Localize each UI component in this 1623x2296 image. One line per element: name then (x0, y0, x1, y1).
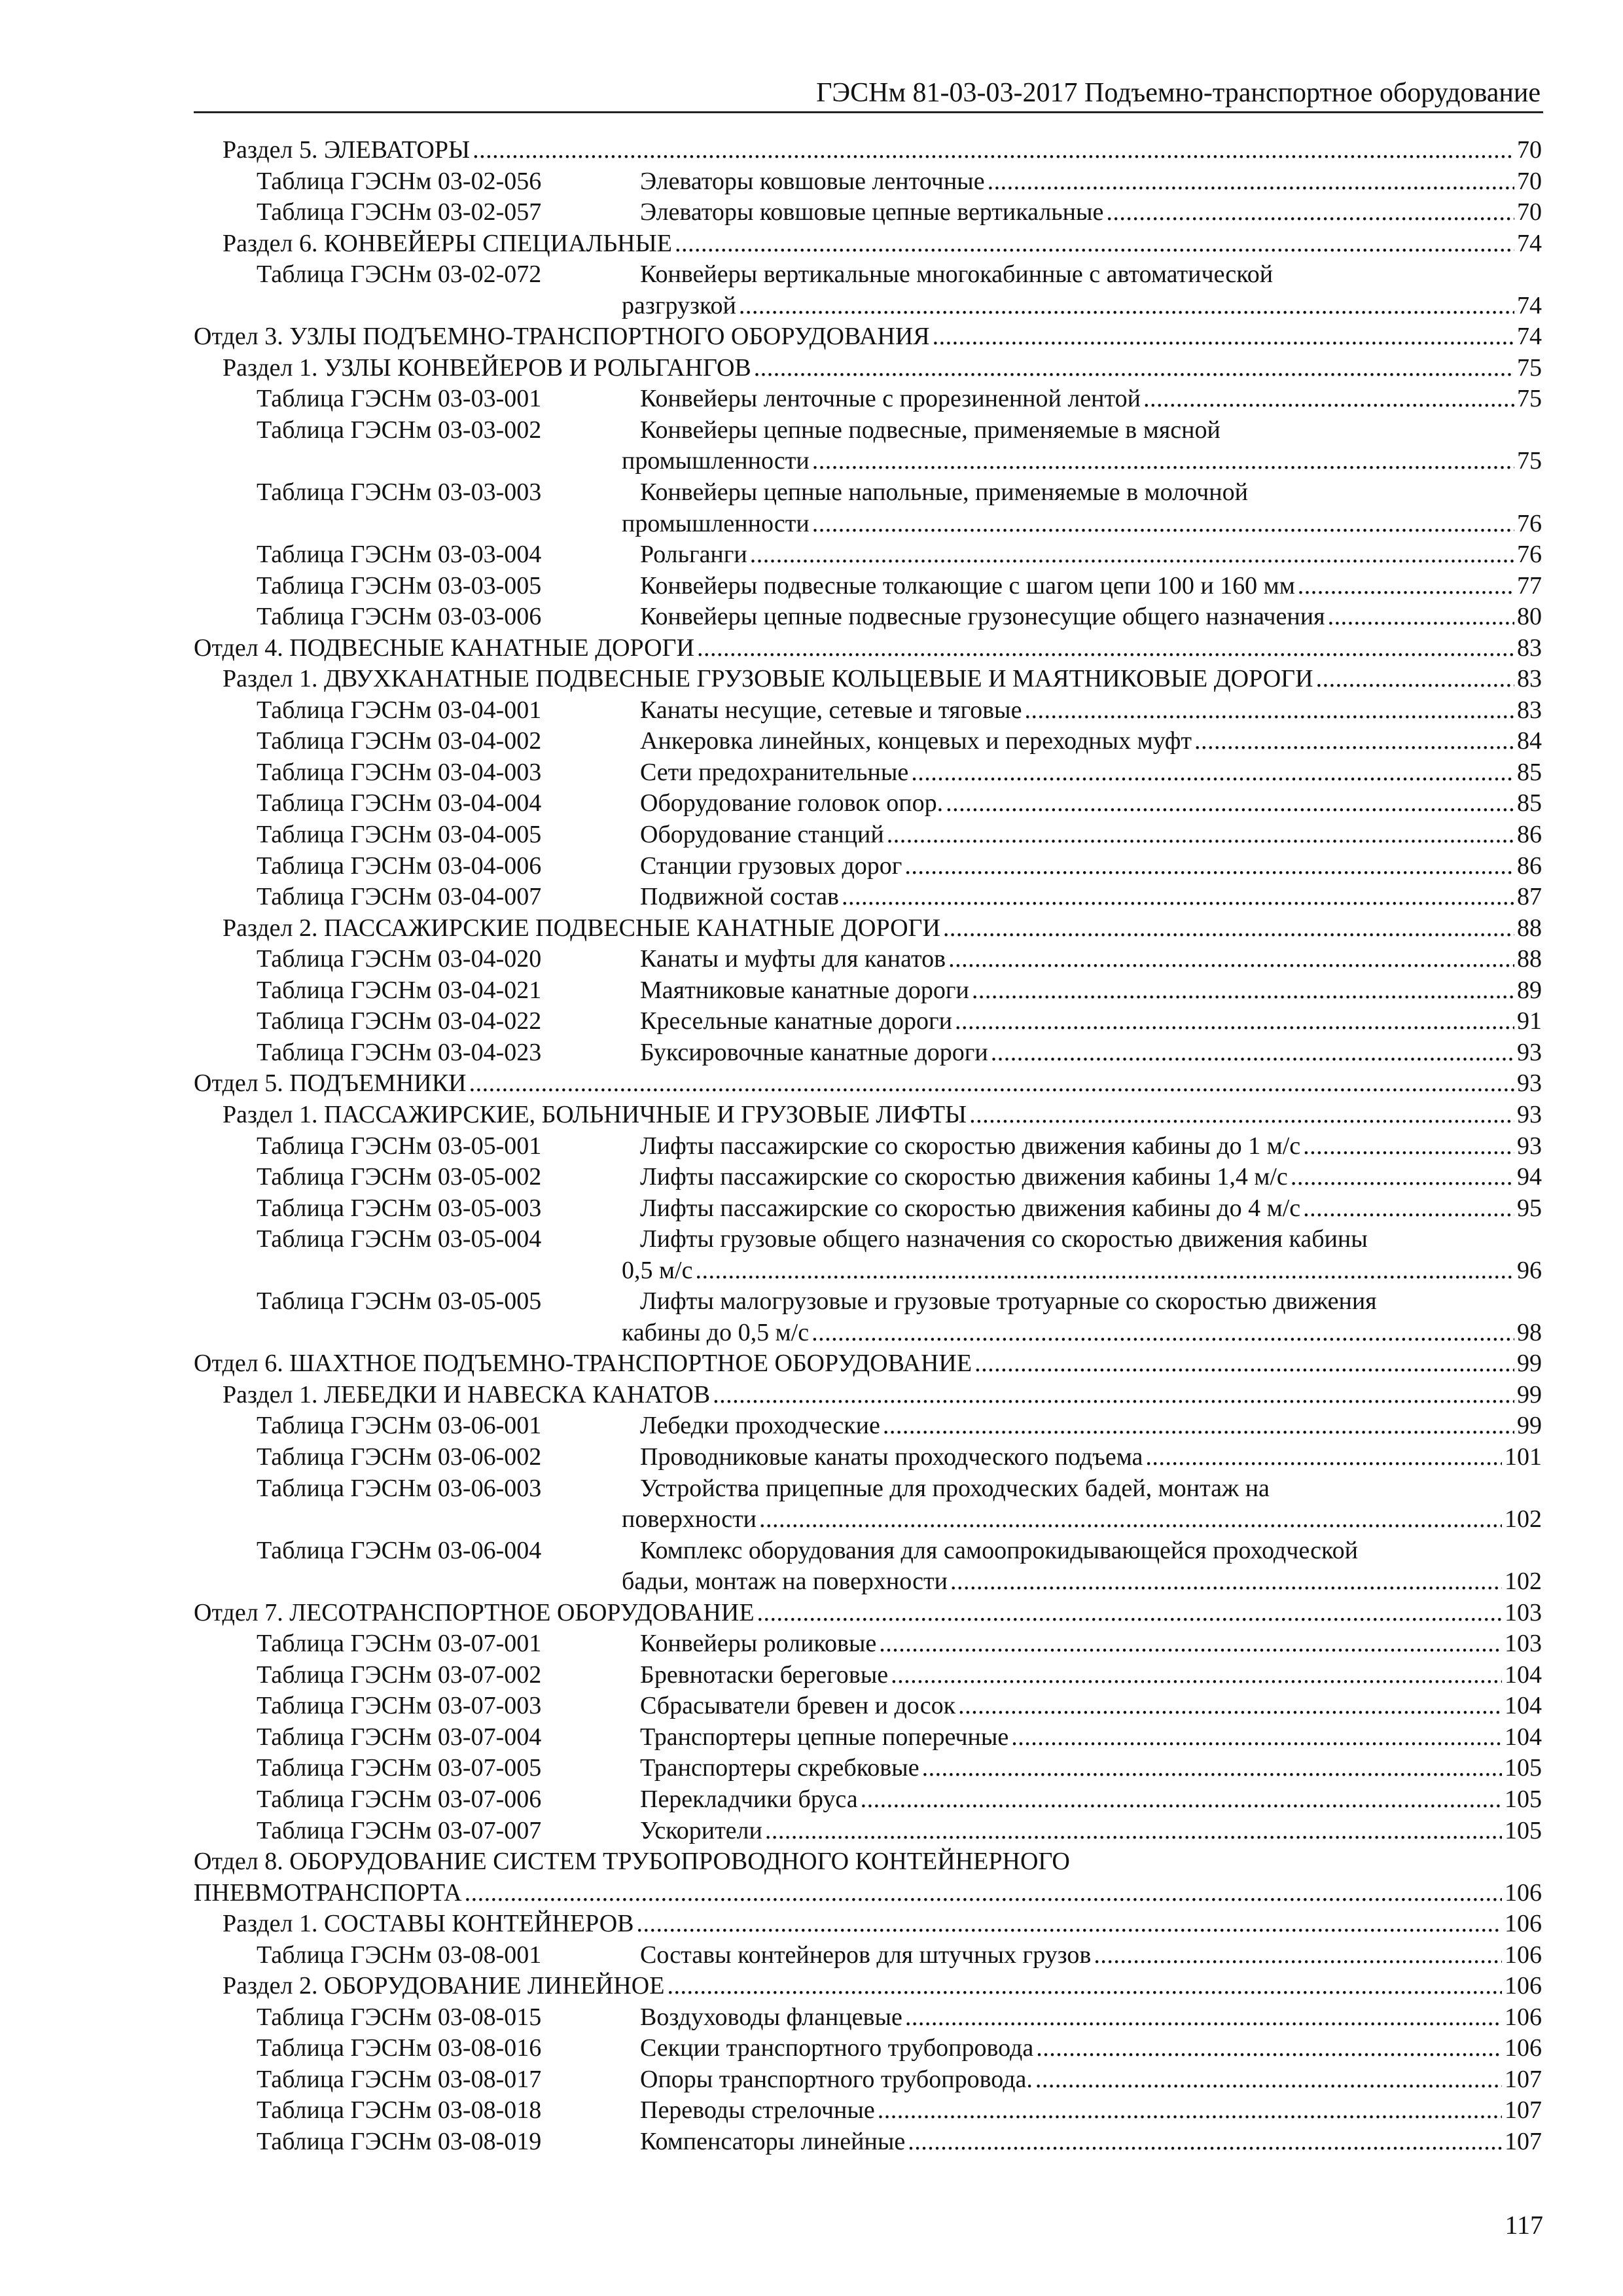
toc-section-entry[interactable] (194, 664, 1542, 695)
toc-table-entry[interactable] (194, 1691, 1542, 1722)
toc-table-entry[interactable] (194, 695, 1542, 726)
toc-entry-title: Конвейеры цепные напольные, применяемые в молочной (640, 478, 1248, 507)
toc-entry-title: Транспортеры цепные поперечные (640, 1723, 1009, 1751)
toc-table-code: Таблица ГЭСНм 03-07-003 (257, 1692, 542, 1720)
toc-entry-title: промышленности (622, 447, 810, 475)
toc-entry-title: Отдел 6. ШАХТНОЕ ПОДЪЕМНО-ТРАНСПОРТНОЕ ОБОРУДОВАНИЕ (194, 1350, 972, 1378)
toc-entry-title: Перекладчики бруса (640, 1785, 858, 1813)
dot-leader (754, 353, 1514, 384)
toc-division-entry[interactable] (194, 1846, 1542, 1909)
toc-table-code: Таблица ГЭСНм 03-02-056 (257, 167, 542, 195)
running-header (194, 71, 1543, 113)
toc-table-code: Таблица ГЭСНм 03-08-019 (257, 2128, 542, 2155)
toc-table-entry[interactable] (194, 2126, 1542, 2158)
toc-table-entry[interactable] (194, 1224, 1542, 1286)
toc-entry-title: ПНЕВМОТРАНСПОРТА (194, 1878, 462, 1907)
dot-leader (469, 1068, 1514, 1100)
toc-table-entry[interactable] (194, 384, 1542, 415)
toc-table-entry[interactable] (194, 601, 1542, 633)
toc-table-entry[interactable] (194, 1442, 1542, 1473)
dot-leader (878, 2095, 1502, 2126)
toc-division-entry[interactable] (194, 321, 1542, 353)
toc-page-number: 99 (1517, 1412, 1542, 1440)
toc-table-entry[interactable] (194, 726, 1542, 757)
toc-table-entry[interactable] (194, 2002, 1542, 2034)
dot-leader (667, 1971, 1502, 2002)
toc-table-code: Таблица ГЭСНм 03-03-003 (257, 478, 542, 507)
toc-page-number: 106 (1505, 2003, 1542, 2031)
toc-page-number: 107 (1505, 2065, 1542, 2093)
dot-leader (842, 882, 1514, 913)
toc-entry-title: Раздел 1. УЗЛЫ КОНВЕЙЕРОВ И РОЛЬГАНГОВ (223, 353, 751, 382)
toc-entry-title: Конвейеры подвесные толкающие с шагом цепи 100 и 160 мм (640, 571, 1295, 600)
dot-leader (1036, 2033, 1502, 2064)
toc-entry-title: кабины до 0,5 м/с (622, 1318, 810, 1346)
toc-entry-title: промышленности (622, 509, 810, 537)
toc-table-code: Таблица ГЭСНм 03-02-057 (257, 198, 542, 226)
dot-leader (974, 1348, 1514, 1380)
toc-entry-title: Конвейеры ленточные с прорезиненной лентой (640, 385, 1141, 413)
toc-section-entry[interactable] (194, 913, 1542, 944)
toc-entry-title: Раздел 5. ЭЛЕВАТОРЫ (223, 136, 471, 164)
toc-page-number: 103 (1505, 1630, 1542, 1658)
dot-leader (1143, 384, 1514, 415)
toc-table-entry[interactable] (194, 757, 1542, 789)
toc-entry-title: Лифты пассажирские со скоростью движения кабины до 4 м/с (640, 1194, 1301, 1222)
toc-table-code: Таблица ГЭСНм 03-07-005 (257, 1754, 542, 1782)
dot-leader (943, 913, 1514, 944)
toc-entry-title: Станции грузовых дорог (640, 852, 902, 880)
toc-table-code: Таблица ГЭСНм 03-05-001 (257, 1132, 542, 1160)
toc-table-code: Таблица ГЭСНм 03-05-004 (257, 1225, 542, 1253)
toc-page-number: 75 (1517, 353, 1542, 382)
toc-table-entry[interactable] (194, 1628, 1542, 1660)
toc-entry-title: Устройства прицепные для проходческих бадей, монтаж на (640, 1474, 1270, 1502)
toc-page-number: 84 (1517, 727, 1542, 755)
toc-table-code: Таблица ГЭСНм 03-06-002 (257, 1443, 542, 1471)
dot-leader (879, 1628, 1502, 1660)
toc-page-number: 106 (1505, 1972, 1542, 2000)
toc-section-entry[interactable] (194, 1100, 1542, 1131)
toc-page-number: 105 (1505, 1816, 1542, 1844)
toc-page-number: 74 (1517, 291, 1542, 319)
toc-entry-title: Конвейеры роликовые (640, 1630, 877, 1658)
toc-page-number: 98 (1517, 1318, 1542, 1346)
dot-leader (988, 166, 1514, 198)
dot-leader (972, 975, 1514, 1007)
dot-leader (695, 1255, 1514, 1287)
toc-entry-title: Составы контейнеров для штучных грузов (640, 1941, 1092, 1969)
toc-page-number: 74 (1517, 229, 1542, 257)
toc-entry-title: Подвижной состав (640, 883, 839, 911)
dot-leader (1303, 1131, 1514, 1162)
toc-table-code: Таблица ГЭСНм 03-04-001 (257, 696, 542, 724)
toc-table-code: Таблица ГЭСНм 03-08-018 (257, 2096, 542, 2125)
toc-table-entry[interactable] (194, 1753, 1542, 1784)
dot-leader (922, 1753, 1502, 1784)
toc-table-entry[interactable] (194, 166, 1542, 198)
toc-page-number: 75 (1517, 385, 1542, 413)
toc-entry-title: Анкеровка линейных, концевых и переходных муфт (640, 727, 1192, 755)
dot-leader (713, 1380, 1514, 1411)
dot-leader (637, 1909, 1502, 1940)
toc-division-entry[interactable] (194, 1068, 1542, 1100)
toc-page-number: 93 (1517, 1100, 1542, 1128)
dot-leader (969, 1100, 1514, 1131)
toc-table-entry[interactable] (194, 819, 1542, 851)
toc-entry-title: Канаты несущие, сетевые и тяговые (640, 696, 1022, 724)
dot-leader (891, 1660, 1502, 1691)
toc-entry-title: Оборудование головок опор. (640, 789, 944, 817)
toc-entry-title: Переводы стрелочные (640, 2096, 875, 2125)
dot-leader (1094, 1940, 1502, 1971)
toc-page-number: 99 (1517, 1350, 1542, 1378)
toc-entry-title: Отдел 4. ПОДВЕСНЫЕ КАНАТНЫЕ ДОРОГИ (194, 634, 694, 662)
toc-page-number: 70 (1517, 198, 1542, 226)
toc-page-number: 106 (1505, 1910, 1542, 1938)
toc-entry-title: Кресельные канатные дороги (640, 1007, 952, 1035)
toc-entry-title: Отдел 3. УЗЛЫ ПОДЪЕМНО-ТРАНСПОРТНОГО ОБОРУДОВАНИЯ (194, 323, 930, 351)
toc-page-number: 83 (1517, 665, 1542, 693)
toc-page-number: 85 (1517, 789, 1542, 817)
dot-leader (812, 446, 1514, 477)
page-number: 117 (1505, 2210, 1543, 2240)
toc-page-number: 106 (1505, 2034, 1542, 2062)
toc-page-number: 88 (1517, 914, 1542, 942)
toc-entry-title: Компенсаторы линейные (640, 2128, 906, 2155)
toc-page-number: 96 (1517, 1256, 1542, 1284)
toc-page-number: 105 (1505, 1754, 1542, 1782)
toc-table-code: Таблица ГЭСНм 03-08-016 (257, 2034, 542, 2062)
toc-table-code: Таблица ГЭСНм 03-06-003 (257, 1474, 542, 1502)
toc-page-number: 107 (1505, 2096, 1542, 2125)
toc-table-entry[interactable] (194, 2033, 1542, 2064)
toc-table-code: Таблица ГЭСНм 03-04-022 (257, 1007, 542, 1035)
toc-page-number: 106 (1505, 1878, 1542, 1907)
toc-table-entry[interactable] (194, 2095, 1542, 2126)
toc-page-number: 76 (1517, 541, 1542, 569)
toc-table-entry[interactable] (194, 259, 1542, 321)
toc-table-entry[interactable] (194, 2064, 1542, 2096)
toc-table-entry[interactable] (194, 415, 1542, 477)
dot-leader (1035, 2064, 1502, 2096)
toc-section-entry[interactable] (194, 1909, 1542, 1940)
toc-entry-title: Секции транспортного трубопровода (640, 2034, 1034, 2062)
toc-page-number: 89 (1517, 976, 1542, 1004)
toc-entry-title: Элеваторы ковшовые ленточные (640, 167, 985, 195)
toc-entry-title: Раздел 6. КОНВЕЙЕРЫ СПЕЦИАЛЬНЫЕ (223, 229, 672, 257)
toc-entry-title: бадьи, монтаж на поверхности (622, 1568, 948, 1596)
toc-entry-title: Отдел 5. ПОДЪЕМНИКИ (194, 1069, 467, 1098)
toc-section-entry[interactable] (194, 228, 1542, 260)
toc-page-number: 70 (1517, 167, 1542, 195)
toc-entry-title: Маятниковые канатные дороги (640, 976, 969, 1004)
toc-table-code: Таблица ГЭСНм 03-07-006 (257, 1785, 542, 1813)
dot-leader (1303, 1193, 1514, 1225)
toc-table-code: Таблица ГЭСНм 03-06-001 (257, 1412, 542, 1440)
toc-entry-title: Бревнотаски береговые (640, 1660, 889, 1689)
toc-page-number: 83 (1517, 634, 1542, 662)
toc-section-entry[interactable] (194, 353, 1542, 384)
toc-table-code: Таблица ГЭСНм 03-08-015 (257, 2003, 542, 2031)
toc-table-entry[interactable] (194, 1037, 1542, 1069)
dot-leader (911, 757, 1514, 789)
toc-table-code: Таблица ГЭСНм 03-08-017 (257, 2065, 542, 2093)
dot-leader (946, 788, 1514, 819)
toc-page-number: 107 (1505, 2128, 1542, 2155)
toc-section-entry[interactable] (194, 135, 1542, 166)
dot-leader (765, 1816, 1502, 1847)
toc-page-number: 93 (1517, 1038, 1542, 1066)
dot-leader (883, 1410, 1514, 1442)
toc-entry-title: Буксировочные канатные дороги (640, 1038, 988, 1066)
toc-table-code: Таблица ГЭСНм 03-02-072 (257, 260, 542, 289)
table-of-contents (194, 135, 1542, 2158)
toc-table-entry[interactable] (194, 882, 1542, 913)
toc-page-number: 104 (1505, 1692, 1542, 1720)
toc-entry-title: Опоры транспортного трубопровода. (640, 2065, 1033, 2093)
toc-table-code: Таблица ГЭСНм 03-04-021 (257, 976, 542, 1004)
toc-table-code: Таблица ГЭСНм 03-04-020 (257, 945, 542, 973)
toc-entry-title: Транспортеры скребковые (640, 1754, 919, 1782)
dot-leader (750, 539, 1514, 571)
dot-leader (1291, 1162, 1514, 1193)
dot-leader (1194, 726, 1514, 757)
toc-page-number: 88 (1517, 945, 1542, 973)
toc-table-entry[interactable] (194, 1722, 1542, 1753)
dot-leader (1298, 571, 1514, 602)
toc-entry-title: Конвейеры цепные подвесные, применяемые в мясной (640, 416, 1221, 444)
dot-leader (739, 291, 1514, 322)
toc-entry-title: Раздел 1. ПАССАЖИРСКИЕ, БОЛЬНИЧНЫЕ И ГРУЗОВЫЕ ЛИФТЫ (223, 1100, 967, 1128)
toc-page-number: 86 (1517, 852, 1542, 880)
toc-table-entry[interactable] (194, 571, 1542, 602)
toc-page-number: 80 (1517, 603, 1542, 631)
dot-leader (904, 851, 1514, 882)
toc-entry-title: Раздел 2. ПАССАЖИРСКИЕ ПОДВЕСНЫЕ КАНАТНЫЕ ДОРОГИ (223, 914, 940, 942)
toc-table-entry[interactable] (194, 1193, 1542, 1225)
toc-table-code: Таблица ГЭСНм 03-05-005 (257, 1287, 542, 1316)
dot-leader (991, 1037, 1514, 1069)
toc-table-entry[interactable] (194, 1286, 1542, 1348)
dot-leader (1316, 664, 1514, 695)
toc-entry-title: Элеваторы ковшовые цепные вертикальные (640, 198, 1104, 226)
toc-table-code: Таблица ГЭСНм 03-05-002 (257, 1163, 542, 1191)
toc-entry-title: Оборудование станций (640, 821, 884, 849)
toc-entry-title: Конвейеры вертикальные многокабинные с автоматической (640, 260, 1274, 289)
toc-table-entry[interactable] (194, 1940, 1542, 1971)
toc-division-entry[interactable] (194, 1598, 1542, 1629)
toc-page-number: 102 (1505, 1568, 1542, 1596)
toc-entry-title: Ускорители (640, 1816, 762, 1844)
toc-table-entry[interactable] (194, 539, 1542, 571)
toc-entry-title: Отдел 7. ЛЕСОТРАНСПОРТНОЕ ОБОРУДОВАНИЕ (194, 1598, 755, 1626)
dot-leader (887, 819, 1514, 851)
toc-entry-title: Конвейеры цепные подвесные грузонесущие общего назначения (640, 603, 1325, 631)
dot-leader (1328, 601, 1514, 633)
toc-entry-title: Рольганги (640, 541, 747, 569)
toc-table-entry[interactable] (194, 477, 1542, 539)
toc-entry-title: Сети предохранительные (640, 758, 909, 786)
dot-leader (958, 1691, 1502, 1722)
toc-page-number: 104 (1505, 1660, 1542, 1689)
toc-entry-title: 0,5 м/с (622, 1256, 693, 1284)
toc-table-entry[interactable] (194, 197, 1542, 228)
header-title: ГЭСНм 81-03-03-2017 Подъемно-транспортное оборудование (816, 78, 1541, 108)
toc-table-entry[interactable] (194, 1660, 1542, 1691)
toc-table-code: Таблица ГЭСНм 03-04-006 (257, 852, 542, 880)
toc-entry-title: Раздел 1. СОСТАВЫ КОНТЕЙНЕРОВ (223, 1910, 634, 1938)
toc-page-number: 74 (1517, 323, 1542, 351)
dot-leader (697, 633, 1514, 664)
toc-page-number: 91 (1517, 1007, 1542, 1035)
toc-table-entry[interactable] (194, 1131, 1542, 1162)
toc-table-entry[interactable] (194, 1535, 1542, 1598)
dot-leader (905, 2002, 1502, 2034)
toc-table-code: Таблица ГЭСНм 03-04-023 (257, 1038, 542, 1066)
dot-leader (1145, 1442, 1502, 1473)
toc-entry-title: Лифты грузовые общего назначения со скоростью движения кабины (640, 1225, 1368, 1253)
toc-page-number: 101 (1505, 1443, 1542, 1471)
toc-table-code: Таблица ГЭСНм 03-07-004 (257, 1723, 542, 1751)
toc-table-entry[interactable] (194, 851, 1542, 882)
toc-table-code: Таблица ГЭСНм 03-06-004 (257, 1536, 542, 1564)
toc-page-number: 75 (1517, 447, 1542, 475)
toc-entry-title: Лебедки проходческие (640, 1412, 880, 1440)
toc-entry-title: Лифты пассажирские со скоростью движения кабины до 1 м/с (640, 1132, 1301, 1160)
dot-leader (757, 1598, 1502, 1629)
toc-entry-title: Воздуховоды фланцевые (640, 2003, 902, 2031)
toc-table-entry[interactable] (194, 975, 1542, 1007)
toc-table-entry[interactable] (194, 1410, 1542, 1442)
toc-page-number: 104 (1505, 1723, 1542, 1751)
toc-page-number: 93 (1517, 1132, 1542, 1160)
toc-page-number: 103 (1505, 1598, 1542, 1626)
toc-table-code: Таблица ГЭСНм 03-03-002 (257, 416, 542, 444)
dot-leader (812, 1318, 1514, 1349)
toc-page-number: 76 (1517, 509, 1542, 537)
dot-leader (908, 2126, 1502, 2158)
toc-table-entry[interactable] (194, 944, 1542, 975)
toc-division-entry[interactable] (194, 633, 1542, 664)
toc-page-number: 83 (1517, 696, 1542, 724)
toc-page-number: 70 (1517, 136, 1542, 164)
toc-entry-title: Канаты и муфты для канатов (640, 945, 946, 973)
toc-page-number: 87 (1517, 883, 1542, 911)
toc-entry-title: Отдел 8. ОБОРУДОВАНИЕ СИСТЕМ ТРУБОПРОВОДНОГО КОНТЕЙНЕРНОГО (194, 1848, 1070, 1876)
toc-table-code: Таблица ГЭСНм 03-07-007 (257, 1816, 542, 1844)
toc-table-code: Таблица ГЭСНм 03-04-005 (257, 821, 542, 849)
dot-leader (1024, 695, 1514, 726)
dot-leader (948, 944, 1514, 975)
toc-page-number: 102 (1505, 1505, 1542, 1534)
dot-leader (675, 228, 1514, 260)
toc-page-number: 85 (1517, 758, 1542, 786)
toc-page-number: 106 (1505, 1941, 1542, 1969)
dot-leader (950, 1566, 1502, 1598)
dot-leader (473, 135, 1514, 166)
toc-page-number: 77 (1517, 571, 1542, 600)
toc-table-code: Таблица ГЭСНм 03-03-004 (257, 541, 542, 569)
toc-table-entry[interactable] (194, 1006, 1542, 1037)
toc-table-code: Таблица ГЭСНм 03-03-001 (257, 385, 542, 413)
toc-page-number: 99 (1517, 1380, 1542, 1408)
toc-entry-title: разгрузкой (622, 291, 736, 319)
toc-table-code: Таблица ГЭСНм 03-03-005 (257, 571, 542, 600)
dot-leader (933, 321, 1514, 353)
toc-entry-title: Проводниковые канаты проходческого подъема (640, 1443, 1143, 1471)
toc-division-entry[interactable] (194, 1348, 1542, 1380)
dot-leader (861, 1784, 1502, 1816)
toc-section-entry[interactable] (194, 1971, 1542, 2002)
toc-entry-title: Сбрасыватели бревен и досок (640, 1692, 956, 1720)
toc-entry-title: Раздел 1. ЛЕБЕДКИ И НАВЕСКА КАНАТОВ (223, 1380, 711, 1408)
toc-table-code: Таблица ГЭСНм 03-04-002 (257, 727, 542, 755)
dot-leader (465, 1878, 1502, 1909)
toc-section-entry[interactable] (194, 1380, 1542, 1411)
toc-table-code: Таблица ГЭСНм 03-07-001 (257, 1630, 542, 1658)
toc-entry-title: Лифты пассажирские со скоростью движения кабины 1,4 м/с (640, 1163, 1288, 1191)
toc-entry-title: Раздел 1. ДВУХКАНАТНЫЕ ПОДВЕСНЫЕ ГРУЗОВЫЕ КОЛЬЦЕВЫЕ И МАЯТНИКОВЫЕ ДОРОГИ (223, 665, 1313, 693)
toc-table-code: Таблица ГЭСНм 03-04-004 (257, 789, 542, 817)
dot-leader (1011, 1722, 1502, 1753)
toc-table-code: Таблица ГЭСНм 03-07-002 (257, 1660, 542, 1689)
toc-table-code: Таблица ГЭСНм 03-04-003 (257, 758, 542, 786)
toc-table-code: Таблица ГЭСНм 03-08-001 (257, 1941, 542, 1969)
toc-table-entry[interactable] (194, 1162, 1542, 1193)
dot-leader (955, 1006, 1514, 1037)
toc-table-code: Таблица ГЭСНм 03-03-006 (257, 603, 542, 631)
dot-leader (812, 509, 1514, 540)
toc-table-code: Таблица ГЭСНм 03-05-003 (257, 1194, 542, 1222)
toc-entry-title: Комплекс оборудования для самоопрокидывающейся проходческой (640, 1536, 1358, 1564)
toc-entry-title: Раздел 2. ОБОРУДОВАНИЕ ЛИНЕЙНОЕ (223, 1972, 665, 2000)
toc-page-number: 86 (1517, 821, 1542, 849)
toc-table-code: Таблица ГЭСНм 03-04-007 (257, 883, 542, 911)
toc-page-number: 93 (1517, 1069, 1542, 1098)
toc-table-entry[interactable] (194, 1473, 1542, 1535)
toc-entry-title: поверхности (622, 1505, 757, 1534)
toc-table-entry[interactable] (194, 1816, 1542, 1847)
toc-page-number: 95 (1517, 1194, 1542, 1222)
toc-page-number: 105 (1505, 1785, 1542, 1813)
toc-table-entry[interactable] (194, 788, 1542, 819)
toc-table-entry[interactable] (194, 1784, 1542, 1816)
dot-leader (1106, 197, 1514, 228)
toc-entry-title: Лифты малогрузовые и грузовые тротуарные со скоростью движения (640, 1287, 1377, 1316)
dot-leader (759, 1504, 1502, 1535)
toc-page-number: 94 (1517, 1163, 1542, 1191)
